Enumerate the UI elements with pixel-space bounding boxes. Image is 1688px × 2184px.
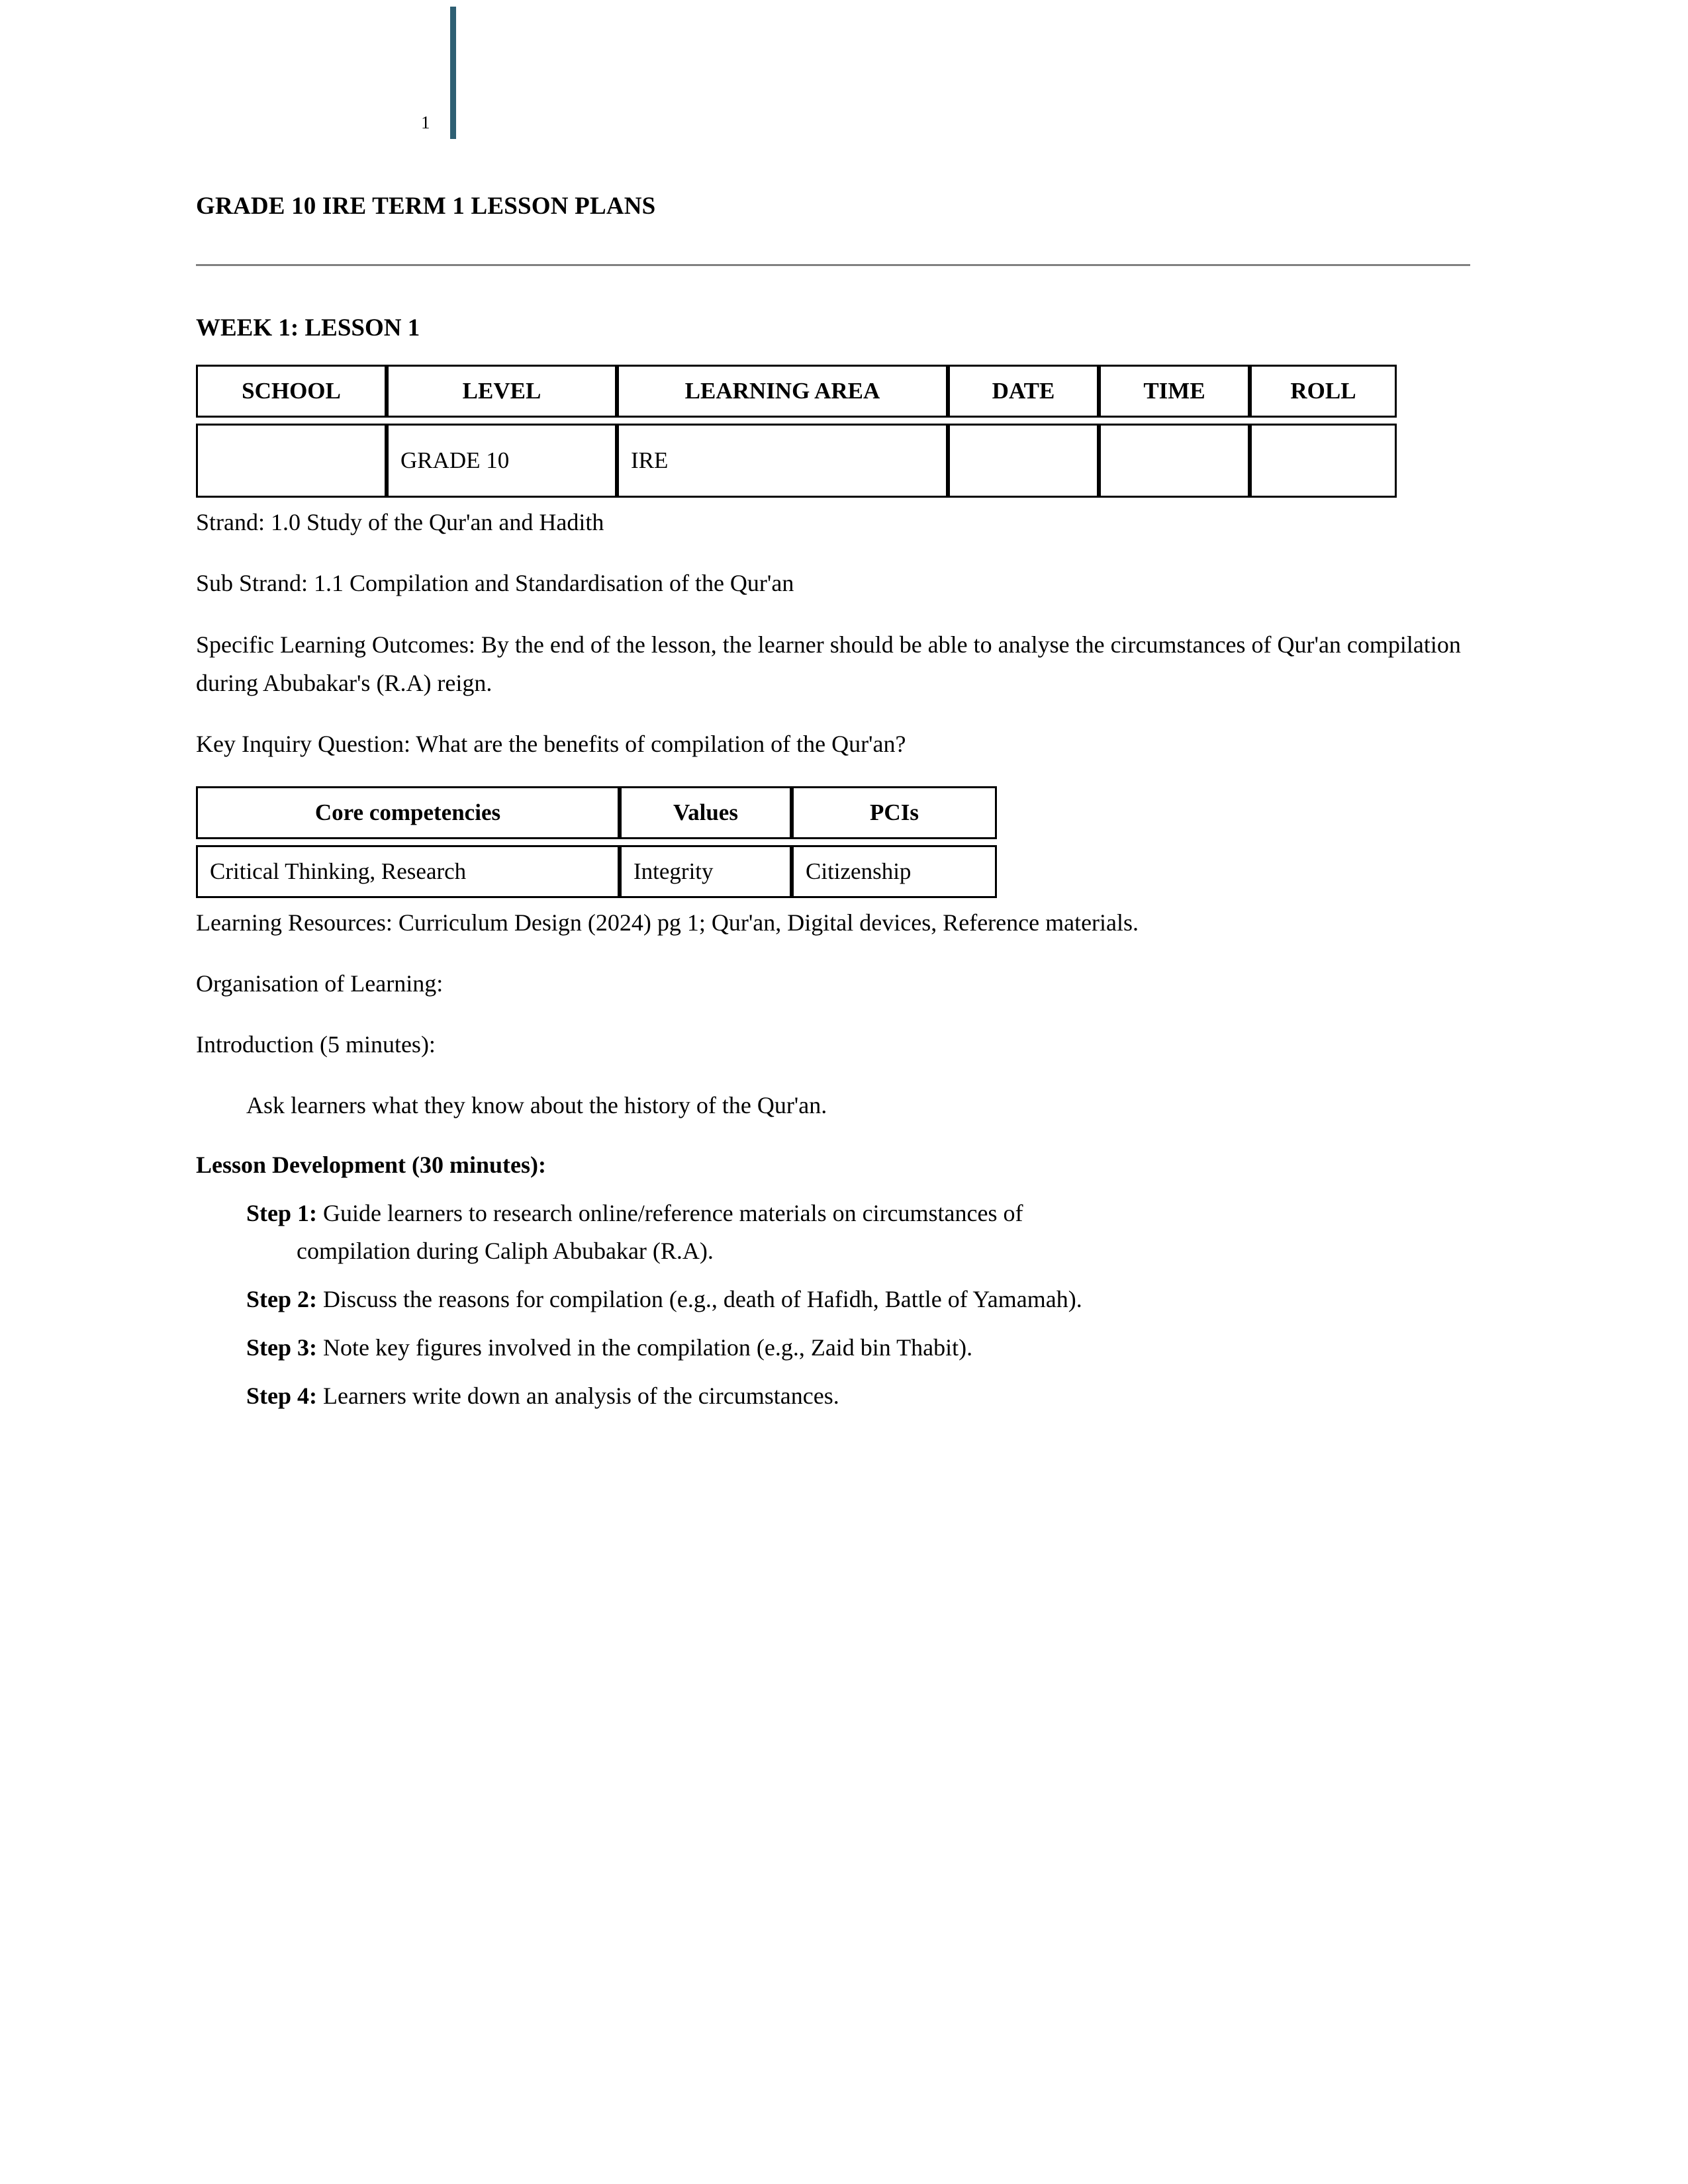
column-header-time: TIME bbox=[1099, 365, 1250, 418]
step-label: Step 1: bbox=[246, 1200, 317, 1227]
sub-strand-text: Sub Strand: 1.1 Compilation and Standardisation of the Qur'an bbox=[196, 570, 794, 597]
organisation-of-learning-text: Organisation of Learning: bbox=[196, 970, 444, 997]
strand-text: Strand: 1.0 Study of the Qur'an and Hadith bbox=[196, 509, 604, 535]
table-header-row bbox=[196, 365, 1397, 418]
step-label: Step 4: bbox=[246, 1382, 317, 1409]
table-row bbox=[196, 424, 1397, 498]
table-row-spacer bbox=[196, 839, 997, 845]
learning-resources-text: Learning Resources: Curriculum Design (2024) pg 1; Qur'an, Digital devices, Reference materials. bbox=[196, 909, 1139, 936]
list-item bbox=[246, 1270, 1493, 1318]
column-header-school: SCHOOL bbox=[196, 365, 387, 418]
step-continuation: compilation during Caliph Abubakar (R.A). bbox=[297, 1237, 714, 1264]
step-label: Step 3: bbox=[246, 1334, 317, 1361]
learning-outcomes-text: Specific Learning Outcomes: By the end of the lesson, the learner should be able to analyse the circumstances of Qur'an compilation during Abubakar's (R.A) reign. bbox=[196, 631, 1461, 696]
column-header-core-competencies: Core competencies bbox=[196, 786, 620, 839]
introduction-body: Ask learners what they know about the history of the Qur'an. bbox=[246, 1091, 827, 1118]
page-content bbox=[196, 0, 1493, 1414]
cell-date bbox=[948, 424, 1099, 498]
table-row-spacer bbox=[196, 418, 1397, 424]
step-text: Discuss the reasons for compilation (e.g., death of Hafidh, Battle of Yamamah). bbox=[317, 1285, 1082, 1312]
page-number: 1 bbox=[421, 113, 430, 132]
column-header-learning-area: LEARNING AREA bbox=[617, 365, 948, 418]
list-item bbox=[246, 1318, 1493, 1367]
column-header-values: Values bbox=[620, 786, 792, 839]
column-header-pcis: PCIs bbox=[792, 786, 997, 839]
column-header-date: DATE bbox=[948, 365, 1099, 418]
competency-table bbox=[196, 786, 997, 898]
step-label: Step 2: bbox=[246, 1285, 317, 1312]
step-text: Learners write down an analysis of the circumstances. bbox=[317, 1382, 839, 1409]
cell-school bbox=[196, 424, 387, 498]
cell-time bbox=[1099, 424, 1250, 498]
table-header-row bbox=[196, 786, 997, 839]
cell-values: Integrity bbox=[620, 845, 792, 898]
cell-level: GRADE 10 bbox=[387, 424, 617, 498]
list-item bbox=[246, 1367, 1493, 1415]
table-row bbox=[196, 845, 997, 898]
key-inquiry-question-text: Key Inquiry Question: What are the benefits of compilation of the Qur'an? bbox=[196, 731, 906, 758]
page-title: GRADE 10 IRE TERM 1 LESSON PLANS bbox=[196, 193, 656, 220]
lesson-header-table bbox=[196, 365, 1397, 498]
column-header-level: LEVEL bbox=[387, 365, 617, 418]
cell-roll bbox=[1250, 424, 1397, 498]
title-divider bbox=[196, 264, 1470, 266]
week-heading: WEEK 1: LESSON 1 bbox=[196, 314, 420, 341]
introduction-heading: Introduction (5 minutes): bbox=[196, 1031, 436, 1058]
column-header-roll: ROLL bbox=[1250, 365, 1397, 418]
lesson-development-steps bbox=[196, 1179, 1493, 1414]
step-text: Guide learners to research online/reference materials on circumstances of bbox=[317, 1200, 1023, 1227]
lesson-development-heading: Lesson Development (30 minutes): bbox=[196, 1152, 546, 1179]
step-text: Note key figures involved in the compilation (e.g., Zaid bin Thabit). bbox=[317, 1334, 973, 1361]
cell-pcis: Citizenship bbox=[792, 845, 997, 898]
cell-core-competencies: Critical Thinking, Research bbox=[196, 845, 620, 898]
cell-learning-area: IRE bbox=[617, 424, 948, 498]
list-item bbox=[246, 1184, 1493, 1270]
